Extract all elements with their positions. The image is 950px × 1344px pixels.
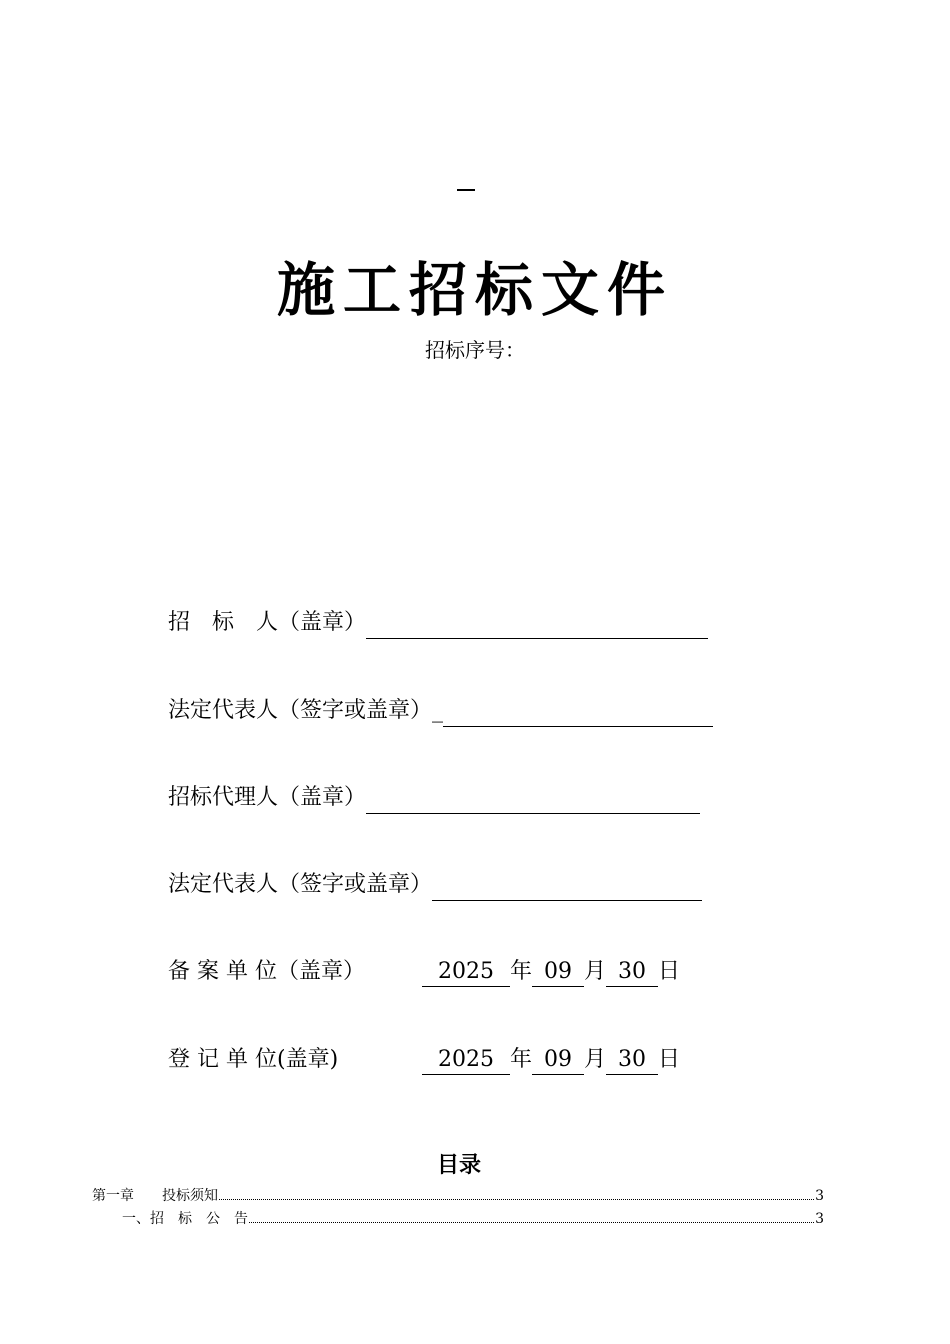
registration-row-registration <box>168 1044 680 1076</box>
date-day: 30 <box>606 1046 658 1075</box>
signature-row-agent-legal-rep <box>168 869 702 901</box>
date-year: 2025 <box>422 958 510 987</box>
month-unit: 月 <box>584 1047 607 1072</box>
signature-row-agent <box>168 782 700 814</box>
top-dash <box>457 189 475 191</box>
toc-entry-label: 一、招 标 公 告 <box>122 1211 248 1227</box>
toc-leader-dots <box>219 1199 814 1200</box>
signature-row-tenderer <box>168 607 708 639</box>
serial-number-label: 招标序号： <box>425 338 525 362</box>
document-title: 施工招标文件 <box>276 256 673 324</box>
date-day: 30 <box>606 958 658 987</box>
signature-label: 法定代表人（签字或盖章） <box>168 872 433 897</box>
signature-label: 招 标 人（盖章） <box>168 610 367 635</box>
toc-entry-page: 3 <box>815 1211 824 1227</box>
year-unit: 年 <box>510 1047 533 1072</box>
registration-label: 登 记 单 位(盖章) <box>168 1047 339 1072</box>
signature-line[interactable] <box>366 785 700 814</box>
toc-entry[interactable] <box>92 1210 824 1228</box>
registration-row-filing <box>168 956 680 988</box>
toc-title: 目录 <box>436 1153 481 1178</box>
year-unit: 年 <box>510 959 533 984</box>
registration-label: 备 案 单 位（盖章） <box>168 959 365 984</box>
signature-line[interactable] <box>432 872 702 901</box>
toc-entry-page: 3 <box>815 1188 824 1204</box>
day-unit: 日 <box>658 1047 681 1072</box>
date-month: 09 <box>532 1046 584 1075</box>
day-unit: 日 <box>658 959 681 984</box>
signature-line[interactable] <box>366 610 708 639</box>
toc-entry-label: 第一章 投标须知 <box>92 1188 218 1204</box>
signature-label: 法定代表人（签字或盖章）_ <box>168 698 444 723</box>
signature-row-legal-rep <box>168 695 713 727</box>
month-unit: 月 <box>584 959 607 984</box>
toc-entry[interactable] <box>92 1187 824 1205</box>
signature-line[interactable] <box>443 698 713 727</box>
date-year: 2025 <box>422 1046 510 1075</box>
toc-leader-dots <box>249 1222 814 1223</box>
date-month: 09 <box>532 958 584 987</box>
signature-label: 招标代理人（盖章） <box>168 785 367 810</box>
